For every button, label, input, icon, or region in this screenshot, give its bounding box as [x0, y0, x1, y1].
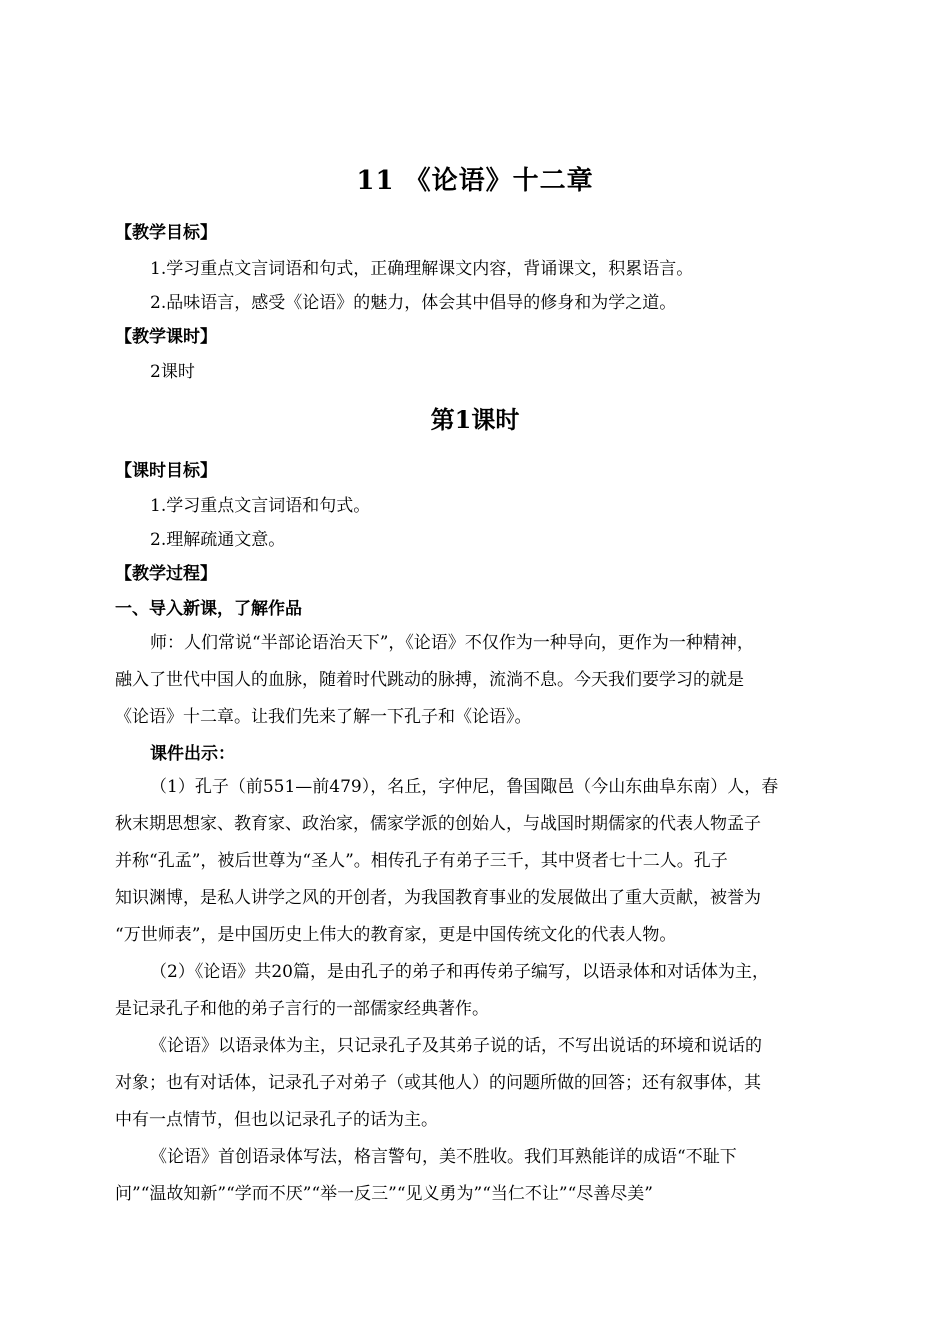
paragraph-line: 《论语》首创语录体写法，格言警句，美不胜收。我们耳熟能详的成语“不耻下 — [150, 1147, 737, 1167]
goal-item-1: 1.学习重点文言词语和句式，正确理解课文内容，背诵课文，积累语言。 — [150, 259, 694, 279]
paragraph-line: 知识渊博，是私人讲学之风的开创者，为我国教育事业的发展做出了重大贡献，被誉为 — [115, 888, 761, 908]
paragraph-line: 并称“孔孟”，被后世尊为“圣人”。相传孔子有弟子三千，其中贤者七十二人。孔子 — [115, 851, 728, 871]
paragraph-line: （2）《论语》共20篇，是由孔子的弟子和再传弟子编写，以语录体和对话体为主， — [150, 962, 769, 982]
lesson-goal-item-2: 2.理解疏通文意。 — [150, 530, 286, 550]
lesson-title: 第1课时 — [430, 405, 520, 434]
paragraph-line: 是记录孔子和他的弟子言行的一部儒家经典著作。 — [115, 999, 489, 1019]
step-heading-1: 一、导入新课，了解作品 — [115, 599, 302, 619]
section-heading-teaching-hours: 【教学课时】 — [115, 327, 217, 347]
paragraph-line: 问”“温故知新”“学而不厌”“举一反三”“见义勇为”“当仁不让”“尽善尽美” — [115, 1184, 653, 1204]
paragraph-line: 中有一点情节，但也以记录孔子的话为主。 — [115, 1110, 438, 1130]
courseware-label: 课件出示： — [150, 744, 235, 764]
paragraph-line: “万世师表”，是中国历史上伟大的教育家，更是中国传统文化的代表人物。 — [115, 925, 677, 945]
paragraph-line: 融入了世代中国人的血脉，随着时代跳动的脉搏，流淌不息。今天我们要学习的就是 — [115, 670, 744, 690]
page-title: 11 《论语》十二章 — [356, 166, 594, 196]
section-heading-teaching-goals: 【教学目标】 — [115, 223, 217, 243]
teaching-hours-value: 2课时 — [150, 362, 195, 382]
section-heading-process: 【教学过程】 — [115, 564, 217, 584]
goal-item-2: 2.品味语言，感受《论语》的魅力，体会其中倡导的修身和为学之道。 — [150, 293, 677, 313]
lesson-goal-item-1: 1.学习重点文言词语和句式。 — [150, 496, 371, 516]
paragraph-line: 《论语》以语录体为主，只记录孔子及其弟子说的话，不写出说话的环境和说话的 — [150, 1036, 762, 1056]
paragraph-line: 《论语》十二章。让我们先来了解一下孔子和《论语》。 — [115, 707, 532, 727]
paragraph-line: 秋末期思想家、教育家、政治家，儒家学派的创始人，与战国时期儒家的代表人物孟子 — [115, 814, 761, 834]
paragraph-line: 师：人们常说“半部论语治天下”，《论语》不仅作为一种导向，更作为一种精神， — [150, 633, 754, 653]
paragraph-line: （1）孔子（前551—前479），名丘，字仲尼，鲁国陬邑（今山东曲阜东南）人，春 — [150, 777, 779, 797]
paragraph-line: 对象；也有对话体，记录孔子对弟子（或其他人）的问题所做的回答；还有叙事体，其 — [115, 1073, 761, 1093]
section-heading-lesson-goals: 【课时目标】 — [115, 461, 217, 481]
